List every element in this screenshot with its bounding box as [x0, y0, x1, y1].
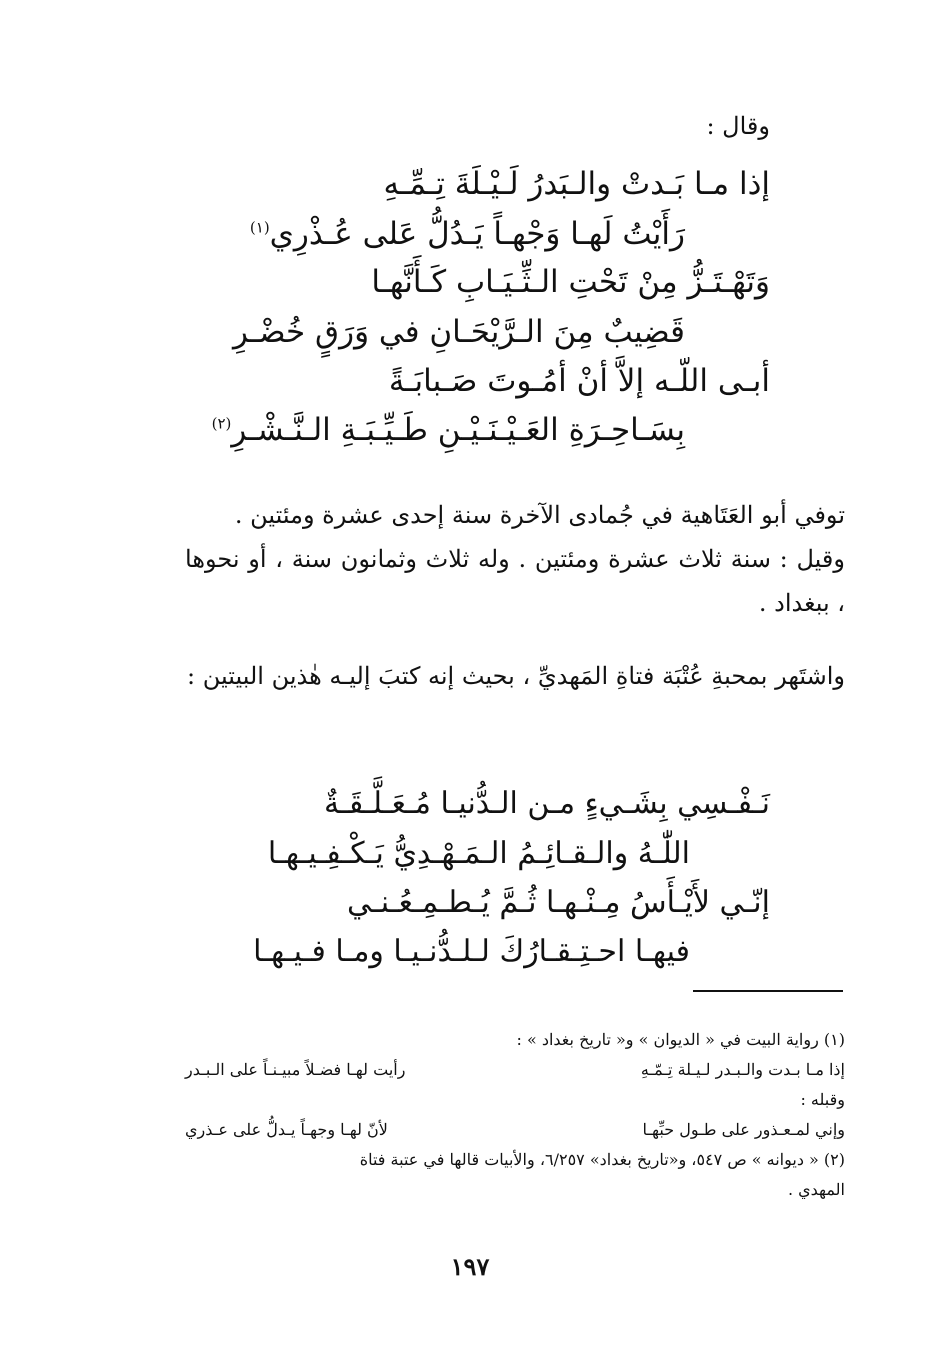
poem1-line-2-text: رَأَيْتُ لَهـا وَجْهـاً يَـدُلُّ عَلى عُـذْرِي: [269, 216, 685, 252]
footnote-1-intro: [185, 1025, 845, 1055]
footnote-1-verse-a: [185, 1055, 845, 1085]
footnote-1-intro-text: (١) رواية البيت في « الديوان » و« تاريخ بغداد » :: [516, 1030, 845, 1049]
footnote-2-line-1: [185, 1145, 845, 1175]
poem2-line-2: اللّٰـهُ والـقـائِـمُ الـمَـهْـدِيُّ يَـكْـفِـيـهـا: [267, 836, 690, 871]
footnote-1-verse-b: [185, 1115, 845, 1145]
poem2-line-1: نَـفْـسِي بِشَـيءٍ مـن الـدُّنيـا مُـعَـلَّـقَـةٌ: [324, 786, 770, 821]
paragraph-utba: [185, 654, 845, 698]
poem1-line-6-text: بِسَـاحِـرَةِ العَـيْـنَـيْـنِ طَـيِّـبَـةِ الـنَّـشْـرِ: [231, 412, 685, 448]
intro-text: وقال :: [706, 112, 770, 140]
footnote-mark-2: (٢): [211, 414, 232, 433]
footnote-2-line-2-text: المهدي .: [787, 1180, 845, 1199]
poem1-line-2: [250, 216, 685, 252]
poem1-line-1: إذا مـا بَـدتْ والـبَدرُ لَـيْـلَةَ تِـمِّـهِ: [383, 166, 770, 202]
poem2-line-3: إنّـي لأَيْـأَسُ مِـنْـهـا ثُـمَّ يُـطـمِـعُـنـي: [347, 885, 770, 920]
footnote-1-verse-a-second: رأيت لهـا فضـلاً مبيـنـاً على الـبـدر: [185, 1060, 406, 1079]
poem1-line-5: أبـى اللّـه إلاَّ أنْ أمُـوتَ صَـبابَـةً: [388, 363, 770, 399]
footnote-1-verse-b-second: لأنّ لهـا وجهـاً يـدلُّ على عـذري: [185, 1120, 388, 1139]
footnotes: [185, 1025, 845, 1205]
paragraph-utba-text: واشتَهر بمحبةِ عُتْبَة فتاةِ المَهديِّ ، بحيث إنه كتبَ إليـه هٰذين البيتين :: [187, 662, 845, 690]
footnote-1-verse-a-first: إذا مـا بـدت والـبـدر لـيـلة تِـمّـهِ: [640, 1060, 845, 1079]
footnote-1-before-text: وقبله :: [800, 1090, 845, 1109]
footnote-1-before: [185, 1085, 845, 1115]
paragraph-death-sentence-2: وقيل : سنة ثلاث عشرة ومئتين . وله ثلاث وثمانون سنة ، أو نحوها ، ببغداد .: [185, 545, 845, 617]
paragraph-death: [185, 493, 845, 625]
poem2-line-4: فيهـا احـتِـقـارُكَ لـلـدُّنـيـا ومـا فـيـهـا: [253, 934, 690, 969]
footnote-2-line-1-text: (٢) « ديوانه » ص ٥٤٧، و«تاريخ بغداد» ٦/٢٥٧، والأبيات قالها في عتبة فتاة: [359, 1150, 845, 1169]
page-number: ١٩٧: [450, 1252, 490, 1281]
poem1-line-6: [212, 412, 685, 448]
footnote-mark-1: (١): [249, 218, 270, 237]
paragraph-death-sentence-1: توفي أبو العَتَاهية في جُمادى الآخرة سنة إحدى عشرة ومئتين .: [234, 501, 845, 529]
poem1-line-3: وَتَهْـتَـزُّ مِنْ تَحْتِ الـثِّـيَـابِ كَـأَنَّهـا: [371, 264, 770, 300]
poem1-line-4: قَضِيبٌ مِنَ الـرَّيْحَـانِ في وَرَقٍ خُضْـرِ: [232, 314, 685, 350]
footnote-1-verse-b-first: وإني لمـعـذور على طـول حبِّهـا: [642, 1120, 845, 1139]
footnote-divider: [693, 990, 843, 992]
footnote-2-line-2: [185, 1175, 845, 1205]
